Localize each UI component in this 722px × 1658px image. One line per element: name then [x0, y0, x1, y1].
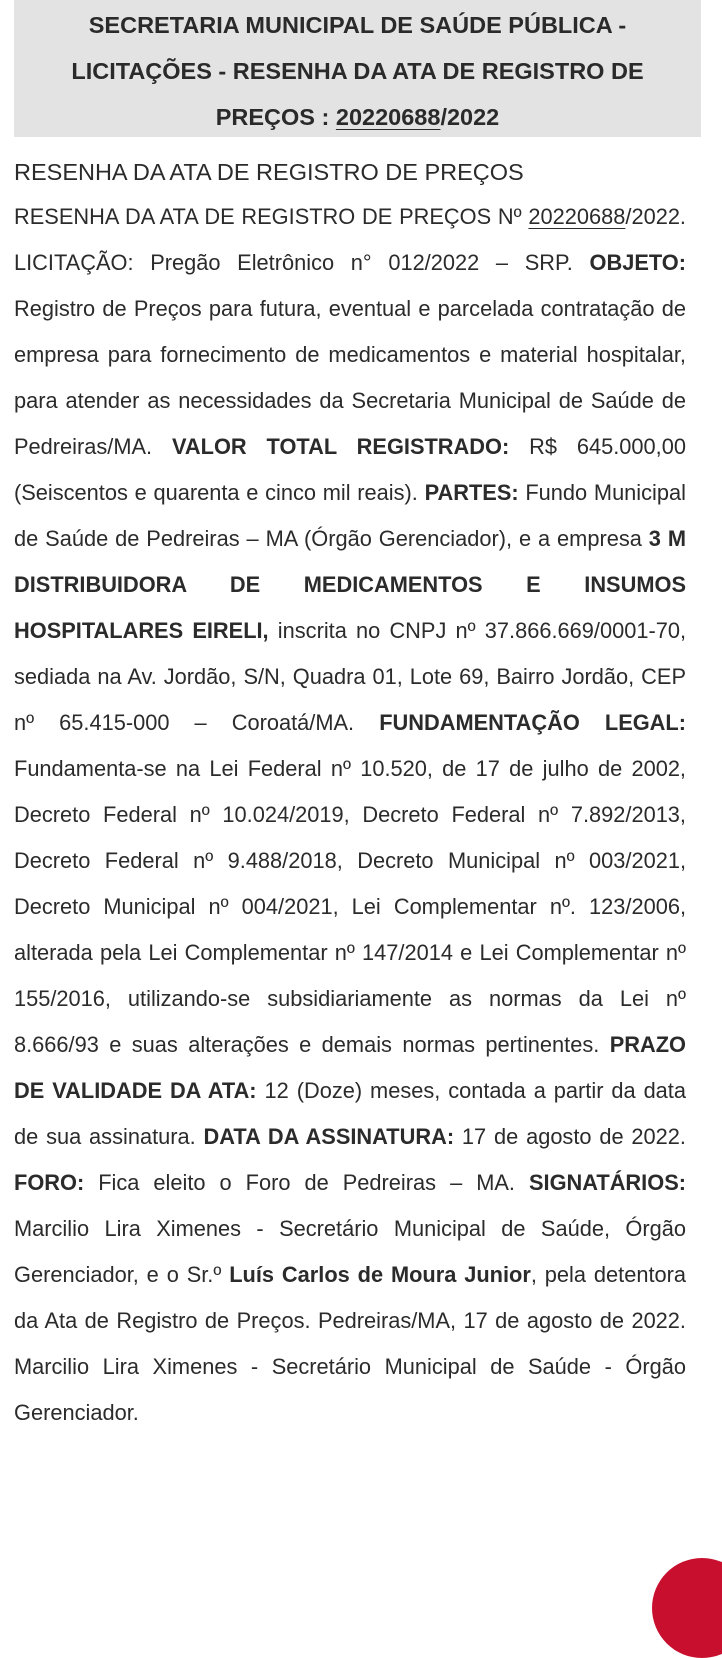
header-line-3 [14, 94, 701, 140]
signatarios-text: Marcilio Lira Ximenes - Secretário Municipal de Saúde, Órgão Gerenciador, e o Sr.º [14, 1216, 686, 1287]
header-line-3-prefix: PREÇOS : [215, 104, 336, 130]
valor-label: VALOR TOTAL REGISTRADO: [171, 434, 510, 459]
document-header [14, 0, 701, 137]
floating-action-button[interactable] [652, 1558, 722, 1658]
header-line-2: LICITAÇÕES - RESENHA DA ATA DE REGISTRO DE [71, 58, 644, 84]
document-subtitle: RESENHA DA ATA DE REGISTRO DE PREÇOS [14, 159, 524, 185]
header-line-1: SECRETARIA MUNICIPAL DE SAÚDE PÚBLICA - [88, 12, 627, 38]
body-licitacao: /2022. LICITAÇÃO: Pregão Eletrônico n° 012/2022 – SRP. [14, 204, 686, 275]
body-intro: RESENHA DA ATA DE REGISTRO DE PREÇOS Nº [14, 204, 529, 229]
fundamentacao-label: FUNDAMENTAÇÃO LEGAL: [379, 710, 686, 735]
empresa-text: inscrita no CNPJ nº 37.866.669/0001-70, sediada na Av. Jordão, S/N, Quadra 01, Lote 69, Bairro Jordão, CEP nº 65.415-000 – Coroatá/MA. [14, 618, 687, 735]
header-ata-number: 20220688 [335, 104, 441, 130]
foro-label: FORO: [14, 1170, 85, 1195]
data-assinatura-label: DATA DA ASSINATURA: [203, 1124, 455, 1149]
partes-text: Fundo Municipal de Saúde de Pedreiras – MA (Órgão Gerenciador), e a empresa [14, 480, 686, 551]
foro-text: Fica eleito o Foro de Pedreiras – MA. [84, 1170, 529, 1195]
objeto-label: OBJETO: [589, 250, 686, 275]
document-body [14, 194, 686, 1436]
data-assinatura-text: 17 de agosto de 2022. [454, 1124, 686, 1149]
partes-label: PARTES: [424, 480, 519, 505]
valor-text: R$ 645.000,00 (Seiscentos e quarenta e cinco mil reais). [14, 434, 686, 505]
empresa-name: 3 M DISTRIBUIDORA DE MEDICAMENTOS E INSUMOS HOSPITALARES EIRELI, [14, 526, 686, 643]
signatarios-text-2: , pela detentora da Ata de Registro de Preços. Pedreiras/MA, 17 de agosto de 2022. Marcilio Lira Ximenes - Secretário Municipal de Saúde - Órgão Gerenciador. [14, 1262, 687, 1425]
prazo-label: PRAZO DE VALIDADE DA ATA: [14, 1032, 686, 1103]
signatarios-label: SIGNATÁRIOS: [528, 1170, 686, 1195]
objeto-text: Registro de Preços para futura, eventual e parcelada contratação de empresa para fornecimento de medicamentos e material hospitalar, para atender as necessidades da Secretaria Municipal de Saúde de Pedreiras/MA. [14, 296, 686, 459]
body-ata-number: 20220688 [528, 204, 626, 229]
detentor-name: Luís Carlos de Moura Junior [229, 1262, 531, 1287]
fundamentacao-text: Fundamenta-se na Lei Federal nº 10.520, de 17 de julho de 2002, Decreto Federal nº 10.024/2019, Decreto Federal nº 7.892/2013, Decreto Federal nº 9.488/2018, Decreto Municipal nº 003/2021, Decreto Municipal nº 004/2021, Lei Complementar nº. 123/2006, alterada pela Lei Complementar nº 147/2014 e Lei Complementar nº 155/2016, utilizando-se subsidiariamente as normas da Lei nº 8.666/93 e suas alterações e demais normas pertinentes. [14, 756, 686, 1057]
prazo-text: 12 (Doze) meses, contada a partir da data de sua assinatura. [14, 1078, 686, 1149]
header-line-3-suffix: /2022 [440, 104, 500, 130]
